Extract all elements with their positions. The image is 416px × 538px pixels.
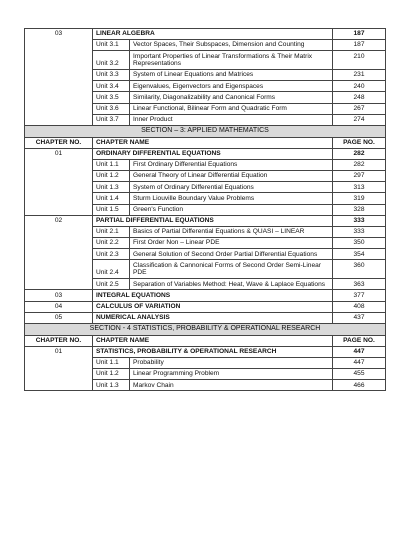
chapter-row	[25, 312, 386, 323]
page-no-header: PAGE NO.	[333, 335, 386, 346]
unit-title: Sturm Liouville Boundary Value Problems	[130, 193, 333, 204]
unit-page: 354	[333, 249, 386, 260]
unit-number: Unit 3.5	[93, 92, 130, 103]
unit-page: 360	[333, 260, 386, 279]
chapter-title: INTEGRAL EQUATIONS	[93, 290, 333, 301]
chapter-row	[25, 148, 386, 159]
unit-page: 187	[333, 40, 386, 51]
unit-title: Linear Functional, Bilinear Form and Quadratic Form	[130, 103, 333, 114]
chapter-no-header: CHAPTER NO.	[25, 137, 93, 148]
chapter-number: 01	[25, 148, 93, 215]
unit-number: Unit 2.3	[93, 249, 130, 260]
unit-number: Unit 1.3	[93, 182, 130, 193]
page-no-header: PAGE NO.	[333, 137, 386, 148]
unit-title: Classification & Cannonical Forms of Second Order Semi-Linear PDE	[130, 260, 333, 279]
unit-title: Inner Product	[130, 114, 333, 125]
chapter-row	[25, 346, 386, 357]
unit-title: System of Ordinary Differential Equations	[130, 182, 333, 193]
unit-page: 333	[333, 226, 386, 237]
chapter-number: 04	[25, 301, 93, 312]
unit-title: Linear Programming Problem	[130, 369, 333, 380]
unit-page: 466	[333, 380, 386, 391]
unit-title: Similarity, Diagonalizability and Canonical Forms	[130, 92, 333, 103]
unit-title: Vector Spaces, Their Subspaces, Dimension and Counting	[130, 40, 333, 51]
unit-number: Unit 1.2	[93, 369, 130, 380]
unit-number: Unit 1.1	[93, 357, 130, 368]
column-header-row	[25, 137, 386, 148]
chapter-row	[25, 290, 386, 301]
unit-page: 231	[333, 70, 386, 81]
unit-title: Basics of Partial Differential Equations & QUASI – LINEAR	[130, 226, 333, 237]
unit-page: 319	[333, 193, 386, 204]
chapter-number: 03	[25, 29, 93, 126]
unit-number: Unit 1.5	[93, 204, 130, 215]
unit-title: General Solution of Second Order Partial Differential Equations	[130, 249, 333, 260]
chapter-page: 377	[333, 290, 386, 301]
unit-title: General Theory of Linear Differential Equation	[130, 171, 333, 182]
chapter-number: 05	[25, 312, 93, 323]
chapter-page: 437	[333, 312, 386, 323]
unit-page: 282	[333, 159, 386, 170]
unit-page: 210	[333, 51, 386, 70]
chapter-title: LINEAR ALGEBRA	[93, 29, 333, 40]
chapter-title: CALCULUS OF VARIATION	[93, 301, 333, 312]
unit-number: Unit 1.1	[93, 159, 130, 170]
chapter-page: 282	[333, 148, 386, 159]
chapter-number: 03	[25, 290, 93, 301]
unit-title: Markov Chain	[130, 380, 333, 391]
chapter-number: 02	[25, 215, 93, 290]
chapter-row	[25, 215, 386, 226]
section-title: SECTION – 3: APPLIED MATHEMATICS	[25, 125, 386, 137]
unit-page: 328	[333, 204, 386, 215]
section-header-row	[25, 323, 386, 335]
unit-page: 455	[333, 369, 386, 380]
chapter-title: STATISTICS, PROBABILITY & OPERATIONAL RESEARCH	[93, 346, 333, 357]
chapter-name-header: CHAPTER NAME	[93, 137, 333, 148]
chapter-row	[25, 29, 386, 40]
section-header-row	[25, 125, 386, 137]
unit-number: Unit 3.7	[93, 114, 130, 125]
chapter-no-header: CHAPTER NO.	[25, 335, 93, 346]
unit-number: Unit 2.2	[93, 238, 130, 249]
unit-title: Green's Function	[130, 204, 333, 215]
unit-page: 350	[333, 238, 386, 249]
unit-number: Unit 3.1	[93, 40, 130, 51]
unit-title: Separation of Variables Method: Heat, Wave & Laplace Equations	[130, 279, 333, 290]
chapter-page: 187	[333, 29, 386, 40]
unit-page: 240	[333, 81, 386, 92]
table-of-contents	[24, 28, 386, 391]
unit-title: First Order Non – Linear PDE	[130, 238, 333, 249]
unit-number: Unit 2.1	[93, 226, 130, 237]
chapter-title: ORDINARY DIFFERENTIAL EQUATIONS	[93, 148, 333, 159]
chapter-number: 01	[25, 346, 93, 391]
unit-page: 363	[333, 279, 386, 290]
unit-number: Unit 1.4	[93, 193, 130, 204]
unit-number: Unit 3.2	[93, 51, 130, 70]
unit-number: Unit 1.2	[93, 171, 130, 182]
unit-title: System of Linear Equations and Matrices	[130, 70, 333, 81]
unit-title: Important Properties of Linear Transformations & Their Matrix Representations	[130, 51, 333, 70]
unit-number: Unit 3.4	[93, 81, 130, 92]
unit-number: Unit 3.3	[93, 70, 130, 81]
chapter-page: 333	[333, 215, 386, 226]
chapter-row	[25, 301, 386, 312]
unit-number: Unit 2.5	[93, 279, 130, 290]
chapter-name-header: CHAPTER NAME	[93, 335, 333, 346]
unit-page: 248	[333, 92, 386, 103]
chapter-title: NUMERICAL ANALYSIS	[93, 312, 333, 323]
unit-page: 297	[333, 171, 386, 182]
section-title: SECTION - 4 STATISTICS, PROBABILITY & OPERATIONAL RESEARCH	[25, 323, 386, 335]
unit-number: Unit 2.4	[93, 260, 130, 279]
unit-page: 447	[333, 357, 386, 368]
unit-page: 274	[333, 114, 386, 125]
unit-page: 267	[333, 103, 386, 114]
chapter-title: PARTIAL DIFFERENTIAL EQUATIONS	[93, 215, 333, 226]
unit-number: Unit 3.6	[93, 103, 130, 114]
unit-title: Eigenvalues, Eigenvectors and Eigenspaces	[130, 81, 333, 92]
column-header-row	[25, 335, 386, 346]
unit-page: 313	[333, 182, 386, 193]
unit-title: First Ordinary Differential Equations	[130, 159, 333, 170]
chapter-page: 447	[333, 346, 386, 357]
unit-title: Probability	[130, 357, 333, 368]
unit-number: Unit 1.3	[93, 380, 130, 391]
chapter-page: 408	[333, 301, 386, 312]
